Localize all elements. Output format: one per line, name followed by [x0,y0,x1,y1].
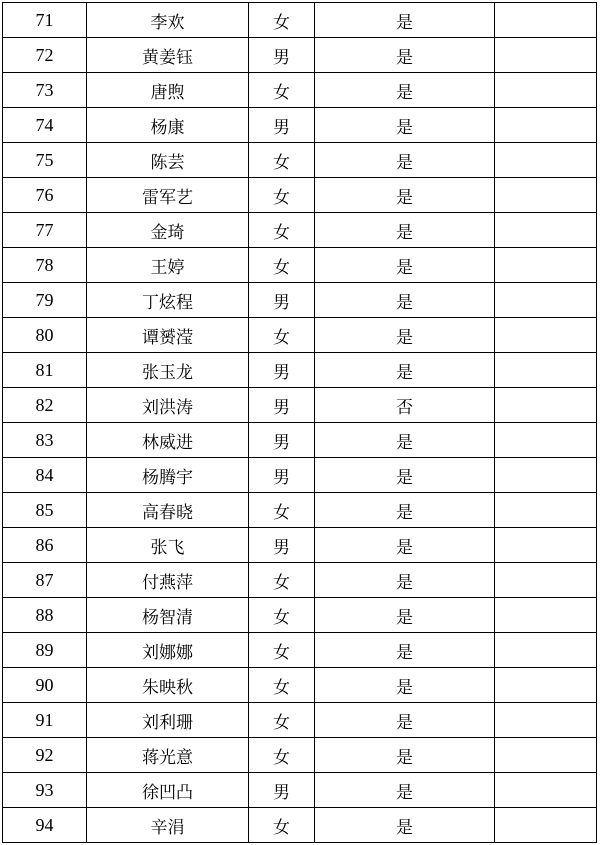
name-cell: 张飞 [87,528,249,563]
status-cell: 是 [315,808,495,843]
name-cell: 雷军艺 [87,178,249,213]
status-cell: 是 [315,178,495,213]
note-cell [495,318,597,353]
note-cell [495,563,597,598]
note-cell [495,143,597,178]
name-cell: 刘娜娜 [87,633,249,668]
table-row [3,598,597,633]
row-number-cell: 72 [3,38,87,73]
name-cell: 刘洪涛 [87,388,249,423]
row-number-cell: 79 [3,283,87,318]
table-row [3,143,597,178]
table-row [3,738,597,773]
name-cell: 李欢 [87,3,249,38]
row-number-cell: 78 [3,248,87,283]
row-number-cell: 86 [3,528,87,563]
note-cell [495,423,597,458]
gender-cell: 女 [249,563,315,598]
note-cell [495,808,597,843]
table-row [3,493,597,528]
status-cell: 是 [315,38,495,73]
note-cell [495,703,597,738]
gender-cell: 男 [249,388,315,423]
gender-cell: 女 [249,318,315,353]
table-row [3,213,597,248]
name-cell: 丁炫程 [87,283,249,318]
note-cell [495,213,597,248]
row-number-cell: 92 [3,738,87,773]
gender-cell: 男 [249,108,315,143]
table-row [3,108,597,143]
note-cell [495,528,597,563]
name-cell: 高春晓 [87,493,249,528]
status-cell: 是 [315,248,495,283]
table-row [3,458,597,493]
roster-table-body [3,3,597,843]
row-number-cell: 77 [3,213,87,248]
gender-cell: 男 [249,38,315,73]
note-cell [495,248,597,283]
note-cell [495,38,597,73]
note-cell [495,598,597,633]
gender-cell: 女 [249,3,315,38]
name-cell: 陈芸 [87,143,249,178]
row-number-cell: 82 [3,388,87,423]
table-row [3,3,597,38]
table-row [3,423,597,458]
row-number-cell: 80 [3,318,87,353]
status-cell: 是 [315,3,495,38]
name-cell: 唐煦 [87,73,249,108]
status-cell: 是 [315,493,495,528]
table-row [3,633,597,668]
note-cell [495,738,597,773]
table-row [3,318,597,353]
gender-cell: 女 [249,143,315,178]
name-cell: 刘利珊 [87,703,249,738]
gender-cell: 女 [249,493,315,528]
name-cell: 徐凹凸 [87,773,249,808]
status-cell: 是 [315,318,495,353]
name-cell: 杨腾宇 [87,458,249,493]
status-cell: 是 [315,283,495,318]
note-cell [495,3,597,38]
name-cell: 林威进 [87,423,249,458]
gender-cell: 男 [249,283,315,318]
table-row [3,703,597,738]
name-cell: 张玉龙 [87,353,249,388]
table-row [3,283,597,318]
status-cell: 是 [315,458,495,493]
gender-cell: 女 [249,598,315,633]
name-cell: 蒋光意 [87,738,249,773]
row-number-cell: 75 [3,143,87,178]
row-number-cell: 94 [3,808,87,843]
row-number-cell: 91 [3,703,87,738]
status-cell: 是 [315,598,495,633]
table-row [3,563,597,598]
row-number-cell: 87 [3,563,87,598]
gender-cell: 男 [249,353,315,388]
status-cell: 是 [315,423,495,458]
status-cell: 是 [315,703,495,738]
status-cell: 是 [315,353,495,388]
table-row [3,178,597,213]
gender-cell: 女 [249,248,315,283]
name-cell: 金琦 [87,213,249,248]
note-cell [495,73,597,108]
note-cell [495,773,597,808]
status-cell: 否 [315,388,495,423]
row-number-cell: 73 [3,73,87,108]
row-number-cell: 76 [3,178,87,213]
status-cell: 是 [315,738,495,773]
gender-cell: 男 [249,423,315,458]
note-cell [495,178,597,213]
table-row [3,668,597,703]
table-row [3,73,597,108]
roster-table [2,2,597,843]
note-cell [495,633,597,668]
name-cell: 谭赟滢 [87,318,249,353]
table-row [3,388,597,423]
row-number-cell: 84 [3,458,87,493]
gender-cell: 男 [249,458,315,493]
row-number-cell: 90 [3,668,87,703]
status-cell: 是 [315,633,495,668]
gender-cell: 女 [249,213,315,248]
gender-cell: 女 [249,178,315,213]
table-row [3,808,597,843]
note-cell [495,388,597,423]
name-cell: 黄姜钰 [87,38,249,73]
gender-cell: 女 [249,808,315,843]
note-cell [495,283,597,318]
table-row [3,38,597,73]
gender-cell: 女 [249,668,315,703]
row-number-cell: 93 [3,773,87,808]
gender-cell: 女 [249,703,315,738]
gender-cell: 女 [249,73,315,108]
note-cell [495,108,597,143]
gender-cell: 男 [249,773,315,808]
row-number-cell: 74 [3,108,87,143]
row-number-cell: 83 [3,423,87,458]
name-cell: 杨智清 [87,598,249,633]
status-cell: 是 [315,668,495,703]
gender-cell: 男 [249,528,315,563]
status-cell: 是 [315,563,495,598]
status-cell: 是 [315,108,495,143]
table-row [3,528,597,563]
table-row [3,773,597,808]
note-cell [495,668,597,703]
status-cell: 是 [315,773,495,808]
gender-cell: 女 [249,633,315,668]
row-number-cell: 88 [3,598,87,633]
status-cell: 是 [315,528,495,563]
row-number-cell: 81 [3,353,87,388]
row-number-cell: 85 [3,493,87,528]
name-cell: 杨康 [87,108,249,143]
status-cell: 是 [315,73,495,108]
status-cell: 是 [315,213,495,248]
row-number-cell: 89 [3,633,87,668]
table-row [3,248,597,283]
note-cell [495,353,597,388]
gender-cell: 女 [249,738,315,773]
status-cell: 是 [315,143,495,178]
name-cell: 朱映秋 [87,668,249,703]
note-cell [495,493,597,528]
name-cell: 王婷 [87,248,249,283]
table-row [3,353,597,388]
name-cell: 辛涓 [87,808,249,843]
name-cell: 付燕萍 [87,563,249,598]
note-cell [495,458,597,493]
row-number-cell: 71 [3,3,87,38]
